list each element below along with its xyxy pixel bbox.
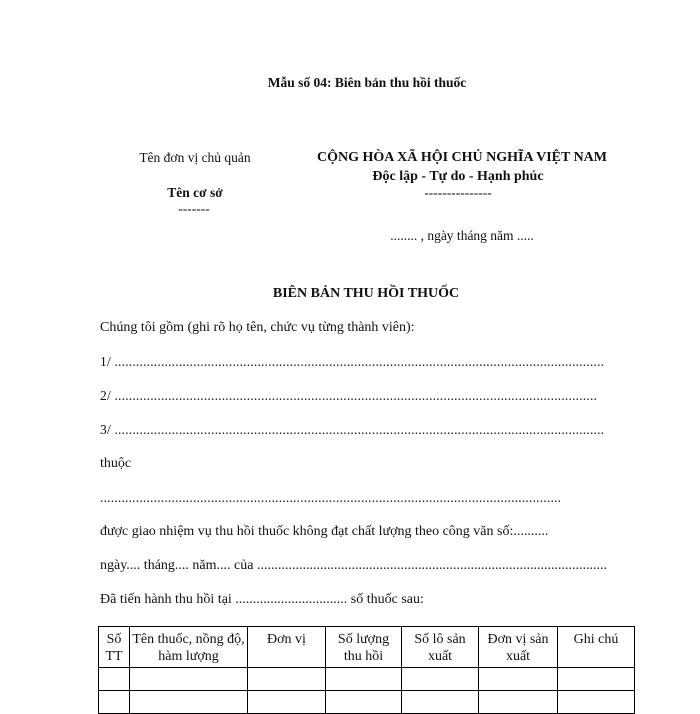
national-motto: Độc lập - Tự do - Hạnh phúc xyxy=(372,169,544,184)
belong-label: thuộc xyxy=(100,456,132,471)
header-batch-no: Số lô sản xuất xyxy=(402,627,479,668)
document-title: BIÊN BẢN THU HỒI THUỐC xyxy=(272,286,460,301)
table-cell[interactable] xyxy=(402,691,479,714)
belong-dotted-line: ................................................................................................................................. xyxy=(100,490,562,505)
table-header-row xyxy=(99,627,635,668)
header-drug-name: Tên thuốc, nồng độ, hàm lượng xyxy=(130,627,248,668)
recall-table xyxy=(98,626,635,714)
table-cell[interactable] xyxy=(130,668,248,691)
motto-underline: --------------- xyxy=(424,185,492,200)
conducted-line: Đã tiến hành thu hồi tại ................................ số thuốc sau: xyxy=(100,592,424,607)
table-cell[interactable] xyxy=(402,668,479,691)
header-no: Số TT xyxy=(99,627,130,668)
members-intro: Chúng tôi gồm (ghi rõ họ tên, chức vụ từng thành viên): xyxy=(100,320,415,335)
table-cell[interactable] xyxy=(326,691,402,714)
table-cell[interactable] xyxy=(248,668,326,691)
header-note: Ghi chú xyxy=(558,627,635,668)
table-row xyxy=(99,668,635,691)
table-cell[interactable] xyxy=(130,691,248,714)
date-line: ........ , ngày tháng năm ..... xyxy=(390,228,534,243)
facility-label: Tên cơ sở xyxy=(167,185,223,200)
table-row xyxy=(99,691,635,714)
table-cell[interactable] xyxy=(479,691,558,714)
table-cell[interactable] xyxy=(558,668,635,691)
table-cell[interactable] xyxy=(99,668,130,691)
member-line-2: 2/ ....................................................................................................................................... xyxy=(100,388,598,403)
header-unit: Đơn vị xyxy=(248,627,326,668)
assigned-line: được giao nhiệm vụ thu hồi thuốc không đạt chất lượng theo công văn số:.......... xyxy=(100,524,549,539)
table-cell[interactable] xyxy=(326,668,402,691)
table-cell[interactable] xyxy=(558,691,635,714)
member-line-1: 1/ ......................................................................................................................................... xyxy=(100,354,605,369)
parent-unit-label: Tên đơn vị chủ quản xyxy=(139,150,251,165)
member-line-3: 3/ ......................................................................................................................................... xyxy=(100,422,605,437)
facility-underline: ------- xyxy=(178,201,210,216)
form-number-title: Mẫu số 04: Biên bản thu hồi thuốc xyxy=(267,75,467,90)
header-manufacturer: Đơn vị sản xuất xyxy=(479,627,558,668)
date-of-dispatch-line: ngày.... tháng.... năm.... của .................................................................................................... xyxy=(100,558,607,573)
table-cell[interactable] xyxy=(248,691,326,714)
table-cell[interactable] xyxy=(99,691,130,714)
header-quantity: Số lượng thu hồi xyxy=(326,627,402,668)
table-cell[interactable] xyxy=(479,668,558,691)
nation-name: CỘNG HÒA XÃ HỘI CHỦ NGHĨA VIỆT NAM xyxy=(316,150,608,165)
